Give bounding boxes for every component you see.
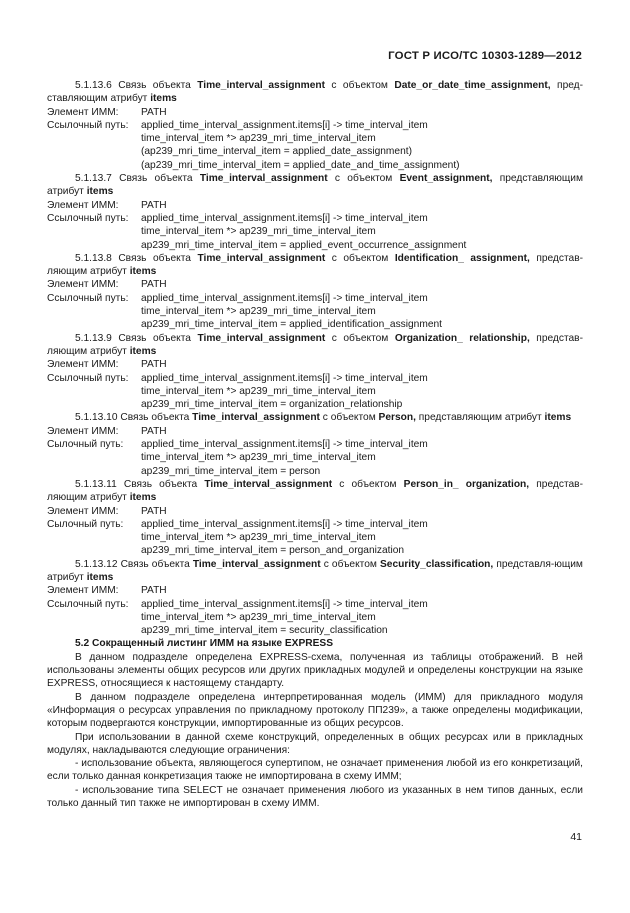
clause-text: представ-ляющим атрибут	[47, 332, 583, 357]
clause-heading	[47, 172, 583, 199]
page-content	[47, 79, 583, 810]
target-entity: Person,	[378, 412, 416, 424]
page-number: 41	[570, 831, 582, 843]
clause-text: с объектом	[322, 412, 376, 424]
source-entity: Time_interval_assignment	[197, 332, 326, 344]
clause-number: 5.1.13.9	[75, 332, 112, 344]
clause-number: 5.1.13.6	[75, 80, 112, 91]
element-row	[47, 505, 583, 518]
clause-block	[47, 79, 583, 172]
element-label: Элемент ИММ:	[47, 279, 119, 291]
clause-text: Связь объекта	[119, 173, 193, 185]
clause-text: представляющим атрибут	[47, 173, 583, 198]
clause-text: представ-ляющим атрибут	[47, 478, 583, 504]
target-entity: Security_classification,	[379, 558, 494, 570]
clause-text: с объектом	[339, 478, 397, 490]
clause-heading	[47, 411, 583, 424]
reference-path-label: Ссылочный путь:	[47, 212, 129, 224]
reference-path-label: Сылочный путь:	[47, 518, 124, 530]
element-row	[47, 106, 583, 119]
clause-text: представ-ляющим атрибут	[47, 252, 583, 278]
clause-heading	[47, 332, 583, 359]
element-row	[47, 425, 583, 438]
element-row	[47, 358, 583, 371]
reference-path-row	[47, 119, 583, 132]
reference-path-line: applied_time_interval_assignment.items[i] -> time_interval_item	[141, 212, 428, 224]
reference-path-line: ap239_mri_time_interval_item = person_and_organization	[141, 545, 405, 557]
reference-path-line: ap239_mri_time_interval_item = applied_identification_assignment	[141, 319, 442, 331]
clause-text: с объектом	[331, 332, 389, 344]
clause-text: Связь объекта	[118, 252, 191, 264]
reference-path-line: time_interval_item *> ap239_mri_time_interval_item	[141, 452, 376, 464]
reference-path-line: applied_time_interval_assignment.items[i] -> time_interval_item	[141, 119, 428, 131]
reference-path-row	[47, 598, 583, 611]
section-paragraph: - использование типа SELECT не означает применения любого из указанных в нем типов данных, если только данный тип также не импортирован в схему ИММ.	[47, 784, 583, 810]
reference-path-line: time_interval_item *> ap239_mri_time_interval_item	[141, 226, 376, 238]
clause-block	[47, 332, 583, 412]
attribute-name: items	[150, 93, 177, 105]
reference-path-line: applied_time_interval_assignment.items[i] -> time_interval_item	[141, 439, 428, 451]
section-paragraph: В данном подразделе определена интерпретированная модель (ИММ) для прикладного модуля «Информация о ресурсах управления по прикладному протоколу ПП239», а также определены модификации, которым подвергаются конструкции, импортированные из общих ресурсов.	[47, 691, 583, 730]
element-value: PATH	[141, 585, 167, 597]
element-value: PATH	[141, 106, 167, 118]
target-entity: Organization_ relationship,	[394, 332, 530, 344]
section-paragraph: - использование объекта, являющегося супертипом, не означает применения любой из его конкретизаций, если только данная конкретизация также не импортирована в схему ИММ;	[47, 758, 583, 783]
element-value: PATH	[141, 199, 167, 211]
source-entity: Time_interval_assignment	[192, 412, 320, 424]
attribute-name: items	[129, 345, 157, 357]
clause-heading	[47, 252, 583, 279]
reference-path-row	[47, 372, 583, 385]
clause-text: пред-ставляющим атрибут	[47, 80, 584, 105]
clause-block	[47, 252, 583, 332]
reference-path-line: ap239_mri_time_interval_item = applied_event_occurrence_assignment	[141, 239, 467, 251]
reference-path-line: time_interval_item *> ap239_mri_time_interval_item	[141, 306, 376, 318]
clause-text: с объектом	[323, 558, 377, 570]
reference-path-label: Сылочный путь:	[47, 439, 124, 451]
reference-path-line: applied_time_interval_assignment.items[i] -> time_interval_item	[141, 518, 428, 530]
section-paragraph: При использовании в данной схеме конструкций, определенных в общих ресурсах или в прикладных модулях, накладываются следующие ограничения:	[47, 731, 583, 756]
clause-heading	[47, 79, 583, 106]
clause-number: 5.1.13.7	[75, 173, 112, 185]
reference-path-label: Ссылочный путь:	[47, 598, 129, 610]
reference-path-line: time_interval_item *> ap239_mri_time_interval_item	[141, 611, 376, 623]
reference-path-line: time_interval_item *> ap239_mri_time_interval_item	[141, 532, 376, 544]
reference-path-line: ap239_mri_time_interval_item = security_classification	[141, 625, 388, 637]
clause-text: Связь объекта	[118, 80, 191, 91]
reference-path-line: ap239_mri_time_interval_item = person	[141, 465, 321, 477]
clause-number: 5.1.13.11	[75, 478, 117, 490]
element-value: PATH	[141, 279, 167, 291]
reference-path-line: applied_time_interval_assignment.items[i] -> time_interval_item	[141, 598, 428, 610]
reference-path-line: (ap239_mri_time_interval_item = applied_date_assignment)	[141, 146, 412, 158]
reference-path-line: time_interval_item *> ap239_mri_time_interval_item	[141, 133, 376, 145]
clause-heading	[47, 478, 583, 505]
clause-text: Связь объекта	[120, 412, 190, 424]
clause-block	[47, 411, 583, 477]
attribute-name: items	[86, 571, 114, 583]
reference-path-row	[47, 518, 583, 531]
reference-path-row	[47, 438, 583, 451]
reference-path-line: time_interval_item *> ap239_mri_time_interval_item	[141, 385, 376, 397]
reference-path-line: applied_time_interval_assignment.items[i] -> time_interval_item	[141, 292, 428, 304]
clause-text: с объектом	[331, 80, 388, 91]
reference-path-line: (ap239_mri_time_interval_item = applied_date_and_time_assignment)	[141, 159, 460, 171]
clause-text: Связь объекта	[118, 332, 191, 344]
section-paragraph: В данном подразделе определена EXPRESS-схема, полученная из таблицы отображений. В ней использованы элементы общих ресурсов или других прикладных модулей и определены конструкции на языке EXPRESS, относящиеся к настоящему стандарту.	[47, 651, 583, 690]
source-entity: Time_interval_assignment	[197, 252, 326, 264]
attribute-name: items	[86, 186, 114, 198]
clause-number: 5.1.13.10	[75, 412, 118, 424]
clause-text: представляющим атрибут	[418, 412, 542, 424]
element-label: Элемент ИММ:	[47, 505, 119, 517]
clause-number: 5.1.13.8	[75, 252, 112, 264]
element-value: PATH	[141, 425, 167, 437]
clause-block	[47, 478, 583, 558]
clause-text: представля-ющим атрибут	[47, 558, 583, 583]
element-label: Элемент ИММ:	[47, 199, 119, 211]
source-entity: Time_interval_assignment	[192, 558, 321, 570]
clause-number: 5.1.13.12	[75, 558, 118, 570]
reference-path-row	[47, 212, 583, 225]
attribute-name: items	[544, 412, 572, 424]
attribute-name: items	[129, 266, 157, 278]
element-label: Элемент ИММ:	[47, 425, 119, 437]
reference-path-label: Ссылочный путь:	[47, 119, 129, 131]
target-entity: Person_in_ organization,	[403, 478, 530, 490]
element-label: Элемент ИММ:	[47, 359, 119, 371]
element-row	[47, 278, 583, 291]
source-entity: Time_interval_assignment	[199, 173, 328, 185]
section-heading: 5.2 Сокращенный листинг ИММ на языке EXPRESS	[75, 638, 334, 650]
clause-block	[47, 172, 583, 252]
target-entity: Identification_ assignment,	[394, 252, 530, 264]
document-header: ГОСТ Р ИСО/ТС 10303-1289—2012	[388, 50, 582, 62]
reference-path-label: Ссылочный путь:	[47, 372, 129, 384]
target-entity: Event_assignment,	[399, 173, 493, 185]
clause-heading	[47, 558, 583, 585]
reference-path-line: applied_time_interval_assignment.items[i] -> time_interval_item	[141, 372, 428, 384]
clause-text: с объектом	[334, 173, 393, 185]
reference-path-label: Ссылочный путь:	[47, 292, 129, 304]
clause-block	[47, 558, 583, 638]
source-entity: Time_interval_assignment	[197, 80, 325, 91]
element-value: PATH	[141, 359, 167, 371]
element-row	[47, 584, 583, 597]
element-value: PATH	[141, 505, 167, 517]
target-entity: Date_or_date_time_assignment,	[394, 80, 551, 91]
reference-path-row	[47, 292, 583, 305]
element-row	[47, 199, 583, 212]
clause-text: Связь объекта	[123, 478, 198, 490]
reference-path-line: ap239_mri_time_interval_item = organization_relationship	[141, 399, 403, 411]
attribute-name: items	[129, 492, 157, 504]
clause-text: Связь объекта	[120, 558, 190, 570]
element-label: Элемент ИММ:	[47, 106, 119, 118]
clause-text: с объектом	[331, 252, 389, 264]
element-label: Элемент ИММ:	[47, 585, 119, 597]
source-entity: Time_interval_assignment	[204, 478, 333, 490]
